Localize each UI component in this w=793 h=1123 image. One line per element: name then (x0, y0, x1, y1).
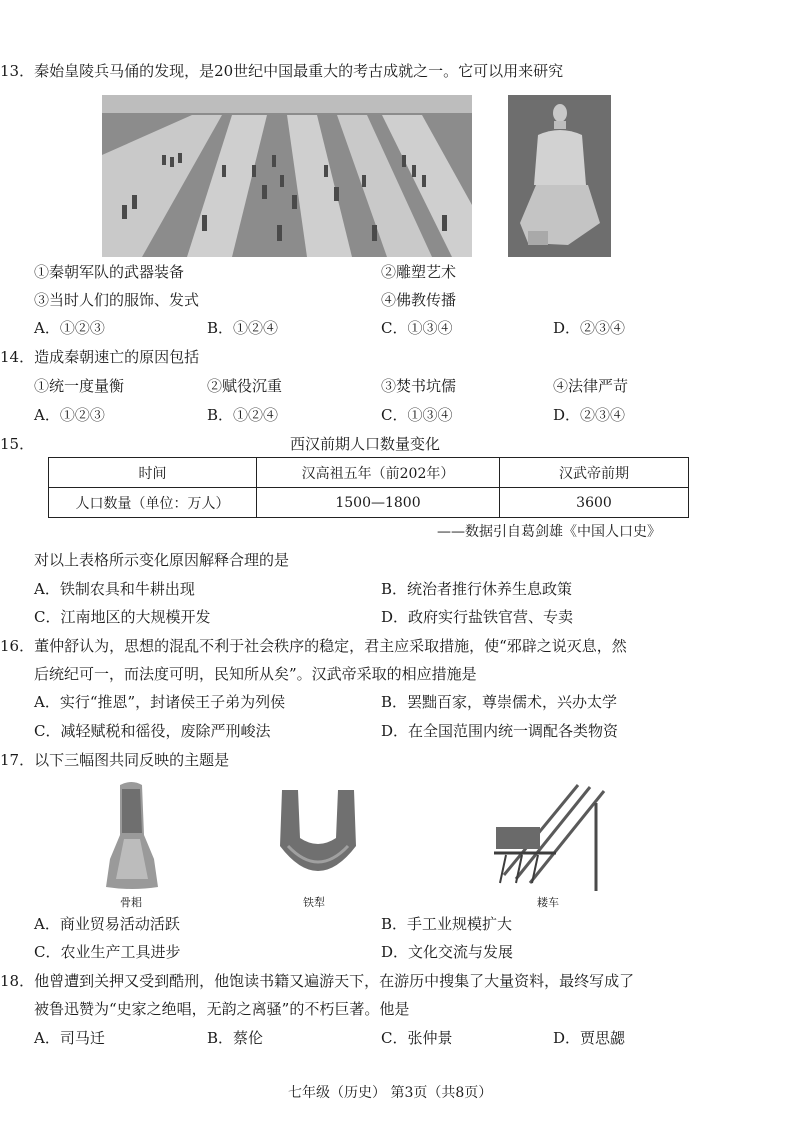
q13-option-d[interactable]: D．②③④ (553, 319, 626, 337)
bone-spade-image (100, 779, 164, 891)
q14-item-2: ②赋役沉重 (207, 377, 283, 395)
q13-item-2: ②雕塑艺术 (381, 263, 457, 281)
q15-option-b[interactable]: B．统治者推行休养生息政策 (381, 580, 573, 598)
q15-number: 15． (0, 435, 35, 453)
table-header-cell: 汉武帝前期 (500, 458, 689, 488)
table-row (49, 488, 689, 518)
q13-stem: 13．秦始皇陵兵马俑的发现，是20世纪中国最重大的考古成就之一。它可以用来研究 (0, 62, 564, 80)
table-header-cell: 汉高祖五年（前202年） (257, 458, 500, 488)
q14-option-c[interactable]: C．①③④ (381, 406, 453, 424)
table-cell: 人口数量（单位：万人） (49, 488, 257, 518)
q18-option-a[interactable]: A．司马迁 (34, 1029, 105, 1047)
q18-option-d[interactable]: D．贾思勰 (553, 1029, 626, 1047)
q16-option-a[interactable]: A．实行“推恩”，封诸侯王子弟为列侯 (34, 693, 286, 711)
q16-option-b[interactable]: B．罢黜百家，尊崇儒术，兴办太学 (381, 693, 618, 711)
q15-source: ——数据引自葛剑雄《中国人口史》 (437, 524, 661, 540)
kneeling-archer-statue-photo (508, 95, 611, 257)
q14-stem: 14．造成秦朝速亡的原因包括 (0, 348, 200, 366)
q15-option-d[interactable]: D．政府实行盐铁官营、专卖 (381, 608, 574, 626)
q13-option-b[interactable]: B．①②④ (207, 319, 279, 337)
population-table (48, 457, 689, 518)
table-cell: 3600 (500, 488, 689, 518)
q15-option-a[interactable]: A．铁制农具和牛耕出现 (34, 580, 195, 598)
seed-drill-cart-image (486, 783, 610, 893)
q14-option-b[interactable]: B．①②④ (207, 406, 279, 424)
q17-option-c[interactable]: C．农业生产工具进步 (34, 943, 181, 961)
q16-stem-line2: 后统纪可一，而法度可明，民知所从矣”。汉武帝采取的相应措施是 (34, 665, 477, 683)
caption-iron-plow: 铁犁 (303, 896, 325, 909)
q17-option-d[interactable]: D．文化交流与发展 (381, 943, 514, 961)
iron-plow-image (276, 786, 360, 882)
q14-item-4: ④法律严苛 (553, 377, 629, 395)
table-cell: 1500—1800 (257, 488, 500, 518)
q18-option-b[interactable]: B．蔡伦 (207, 1029, 264, 1047)
q13-item-1: ①秦朝军队的武器装备 (34, 263, 185, 281)
q14-item-1: ①统一度量衡 (34, 377, 125, 395)
q15-option-c[interactable]: C．江南地区的大规模开发 (34, 608, 211, 626)
q14-option-a[interactable]: A．①②③ (34, 406, 105, 424)
q15-stem: 对以上表格所示变化原因解释合理的是 (34, 551, 290, 569)
q16-option-d[interactable]: D．在全国范围内统一调配各类物资 (381, 722, 619, 740)
q18-stem-line1: 18．他曾遭到关押又受到酷刑，他饱读书籍又遍游天下，在游历中搜集了大量资料，最终写成了 (0, 972, 635, 990)
table-header-row (49, 458, 689, 488)
table-header-cell: 时间 (49, 458, 257, 488)
q13-option-a[interactable]: A．①②③ (34, 319, 105, 337)
q17-stem: 17．以下三幅图共同反映的主题是 (0, 751, 230, 769)
q15-table-title: 西汉前期人口数量变化 (290, 435, 441, 453)
q13-item-3: ③当时人们的服饰、发式 (34, 291, 200, 309)
caption-bone-spade: 骨耜 (120, 896, 142, 909)
q13-item-4: ④佛教传播 (381, 291, 457, 309)
q13-option-c[interactable]: C．①③④ (381, 319, 453, 337)
q18-stem-line2: 被鲁迅赞为“史家之绝唱，无韵之离骚”的不朽巨著。他是 (34, 1000, 410, 1018)
page-footer: 七年级（历史） 第3页（共8页） (288, 1085, 493, 1101)
q17-option-b[interactable]: B．手工业规模扩大 (381, 915, 513, 933)
terracotta-army-pits-photo (102, 95, 472, 257)
q16-stem-line1: 16．董仲舒认为，思想的混乱不利于社会秩序的稳定，君主应采取措施，使“邪辟之说灭息，然 (0, 637, 627, 655)
caption-seed-drill: 耧车 (537, 896, 559, 909)
q14-option-d[interactable]: D．②③④ (553, 406, 626, 424)
q14-item-3: ③焚书坑儒 (381, 377, 457, 395)
q16-option-c[interactable]: C．减轻赋税和徭役，废除严刑峻法 (34, 722, 271, 740)
q17-option-a[interactable]: A．商业贸易活动活跃 (34, 915, 180, 933)
q18-option-c[interactable]: C．张仲景 (381, 1029, 453, 1047)
